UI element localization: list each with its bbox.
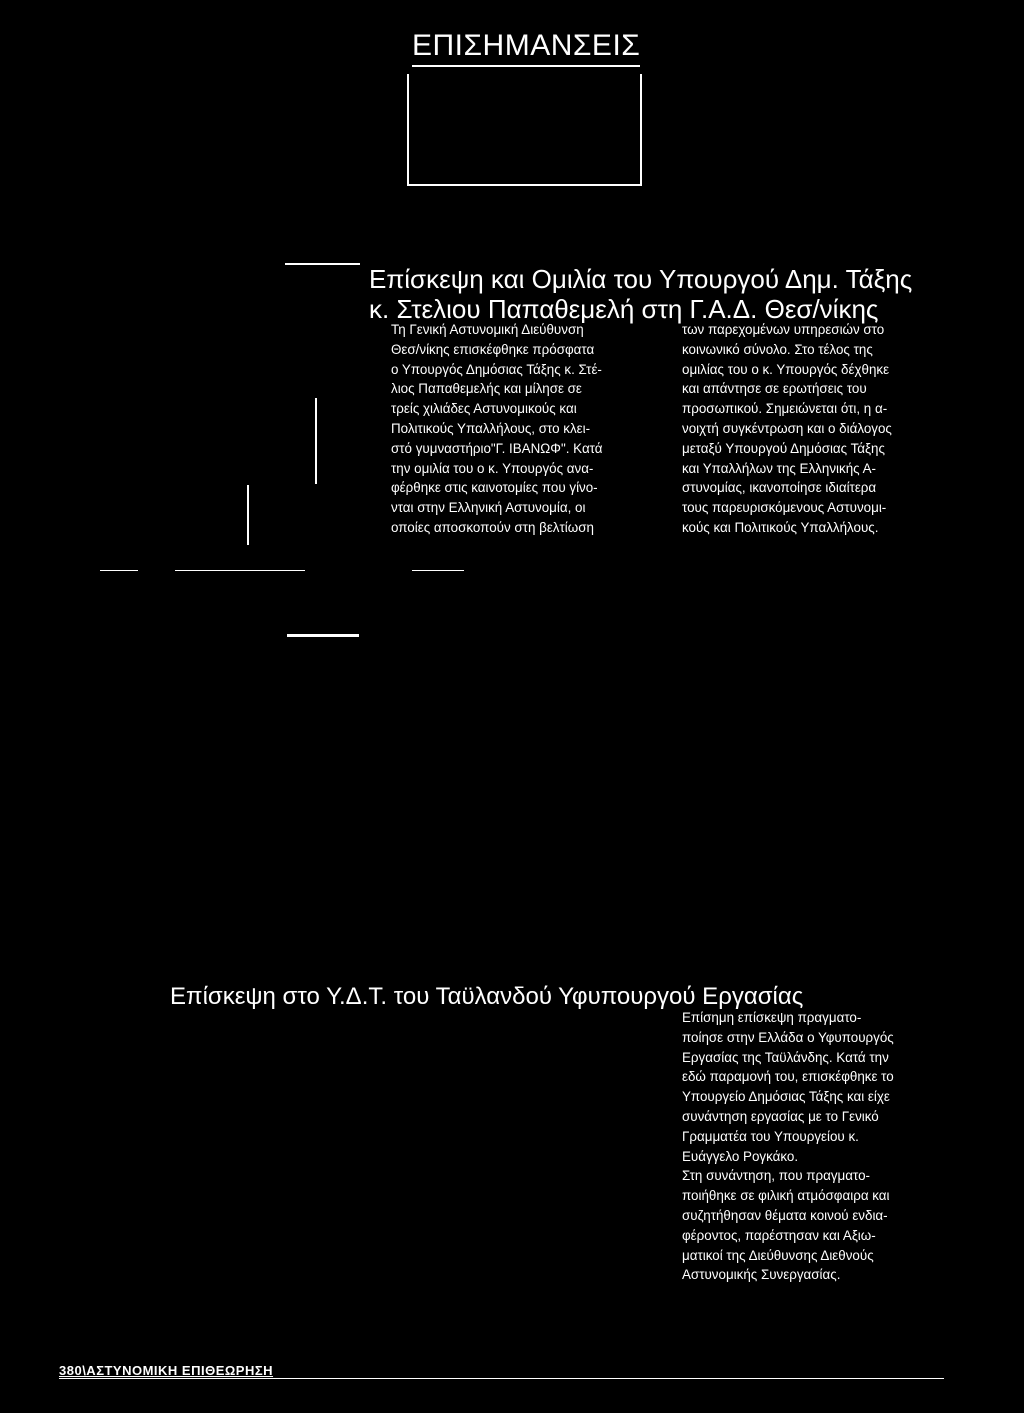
text-line: τρείς χιλιάδες Αστυνομικούς και — [391, 401, 577, 417]
text-line: μεταξύ Υπουργού Δημόσιας Τάξης — [682, 440, 885, 456]
divider-line — [285, 263, 360, 265]
text-line: φέρθηκε στις καινοτομίες που γίνο- — [391, 480, 598, 496]
text-line: Στη συνάντηση, που πραγματο- — [682, 1168, 870, 1184]
text-line: Επίσημη επίσκεψη πραγματο- — [682, 1010, 862, 1025]
text-line: φέροντος, παρέστησαν και Αξιω- — [682, 1227, 876, 1243]
text-line: Υπουργείο Δημόσιας Τάξης και είχε — [682, 1089, 890, 1105]
text-line: Αστυνομικής Συνεργασίας. — [682, 1267, 841, 1283]
text-line: οποίες αποσκοπούν στη βελτίωση — [391, 519, 594, 535]
text-line: την ομιλία του ο κ. Υπουργός ανα- — [391, 460, 594, 476]
section-title: ΕΠΙΣΗΜΑΝΣΕΙΣ — [412, 28, 640, 67]
text-line: και Υπαλλήλων της Ελληνικής Α- — [682, 460, 876, 476]
article2-body — [682, 1008, 894, 1285]
text-line: στυνομίας, ικανοποίησε ιδιαίτερα — [682, 480, 877, 496]
text-line: ποιήθηκε σε φιλική ατμόσφαιρα και — [682, 1188, 890, 1204]
text-line: κούς και Πολιτικούς Υπαλλήλους. — [682, 519, 879, 535]
divider-line — [315, 398, 317, 484]
divider-line — [175, 570, 305, 571]
page-number-label: 380\ΑΣΤΥΝΟΜΙΚΗ ΕΠΙΘΕΩΡΗΣΗ — [59, 1363, 274, 1378]
text-line: Τη Γενική Αστυνομική Διεύθυνση — [391, 322, 584, 337]
article1-title-line1: Επίσκεψη και Ομιλία του Υπουργού Δημ. Τάξης — [369, 264, 913, 294]
article2-title: Επίσκεψη στο Υ.Δ.Τ. του Ταϋλανδού Υφυπουργού Εργασίας — [170, 983, 804, 1010]
article1-column-left — [391, 320, 603, 538]
text-line: κοινωνικό σύνολο. Στο τέλος της — [682, 341, 873, 357]
text-line: ματικοί της Διεύθυνσης Διεθνούς — [682, 1247, 874, 1263]
text-line: Θεσ/νίκης επισκέφθηκε πρόσφατα — [391, 341, 595, 357]
text-line: συζητήθησαν θέματα κοινού ενδια- — [682, 1207, 888, 1223]
article1-title-line2: κ. Στελιου Παπαθεμελή στη Γ.Α.Δ. Θεσ/νίκης — [369, 294, 879, 324]
footer-rule — [59, 1378, 944, 1379]
article1-column-right — [682, 320, 892, 538]
text-line: Εργασίας της Ταϋλάνδης. Κατά την — [682, 1049, 889, 1065]
divider-line — [100, 570, 138, 571]
divider-line — [287, 634, 359, 637]
text-line: προσωπικού. Σημειώνεται ότι, η α- — [682, 401, 888, 417]
text-line: των παρεχομένων υπηρεσιών στο — [682, 322, 885, 337]
text-line: νται στην Ελληνική Αστυνομία, οι — [391, 500, 586, 516]
text-line: ποίησε στην Ελλάδα ο Υφυπουργός — [682, 1029, 894, 1045]
text-line: νοιχτή συγκέντρωση και ο διάλογος — [682, 420, 892, 436]
text-line: ομιλίας του ο κ. Υπουργός δέχθηκε — [682, 361, 890, 377]
text-line: Ευάγγελο Ρογκάκο. — [682, 1148, 799, 1164]
text-line: και απάντησε σε ερωτήσεις του — [682, 381, 867, 397]
text-line: Πολιτικούς Υπαλλήλους, στο κλει- — [391, 420, 591, 436]
text-line: Γραμματέα του Υπουργείου κ. — [682, 1128, 859, 1144]
text-line: στό γυμναστήριο"Γ. ΙΒΑΝΩΦ". Κατά — [391, 440, 603, 456]
text-line: συνάντηση εργασίας με το Γενικό — [682, 1108, 879, 1124]
text-line: ο Υπουργός Δημόσιας Τάξης κ. Στέ- — [391, 361, 602, 377]
text-line: τους παρευρισκόμενους Αστυνομι- — [682, 500, 887, 516]
text-line: λιος Παπαθεμελής και μίλησε σε — [391, 381, 582, 397]
divider-line — [247, 485, 249, 545]
photo-frame — [407, 74, 642, 186]
text-line: εδώ παραμονή του, επισκέφθηκε το — [682, 1069, 894, 1085]
divider-line — [412, 570, 464, 571]
